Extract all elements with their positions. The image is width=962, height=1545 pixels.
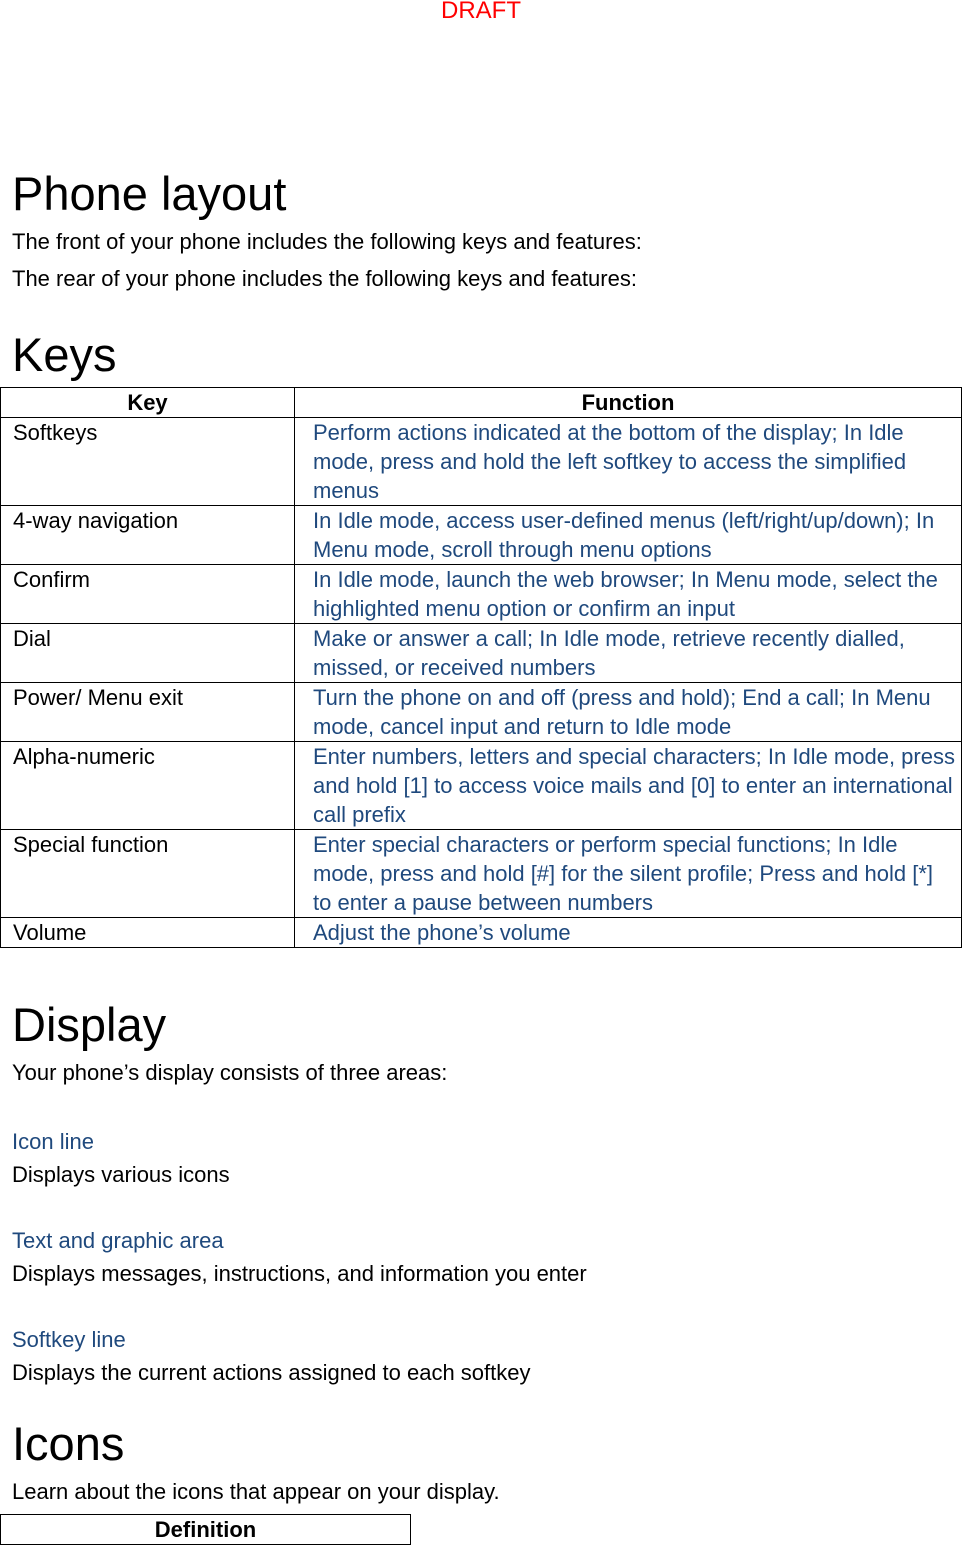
rear-keys-text: The rear of your phone includes the following keys and features: [12,266,637,291]
function-cell: Enter numbers, letters and special characters; In Idle mode, press and hold [1] to access voice mails and [0] to enter an international call prefix [295,742,962,830]
display-heading: Display [12,998,167,1051]
front-keys-text: The front of your phone includes the following keys and features: [12,229,642,254]
definition-column-header: Definition [1,1515,411,1545]
table-row [1,565,962,624]
function-cell: In Idle mode, access user-defined menus (left/right/up/down); In Menu mode, scroll through menu options [295,506,962,565]
key-cell: Special function [1,830,295,918]
phone-layout-heading: Phone layout [12,167,287,220]
display-area-name: Softkey line [12,1327,126,1352]
icons-table [0,1514,411,1545]
function-cell: Adjust the phone’s volume [295,918,962,948]
function-cell: Enter special characters or perform special functions; In Idle mode, press and hold [#] for the silent profile; Press and hold [*] to enter a pause between numbers [295,830,962,918]
function-column-header: Function [295,388,962,418]
keys-heading: Keys [12,328,117,381]
display-area-name: Text and graphic area [12,1228,224,1253]
icons-heading: Icons [12,1417,125,1470]
table-row [1,918,962,948]
table-row [1,742,962,830]
key-cell: Confirm [1,565,295,624]
display-area-desc: Displays the current actions assigned to each softkey [12,1360,531,1385]
key-cell: Volume [1,918,295,948]
keys-table [0,387,962,948]
table-row [1,624,962,683]
icons-intro-text: Learn about the icons that appear on your display. [12,1479,500,1504]
display-area-desc: Displays messages, instructions, and information you enter [12,1261,587,1286]
table-row [1,506,962,565]
function-cell: Make or answer a call; In Idle mode, retrieve recently dialled, missed, or received numbers [295,624,962,683]
icons-table-header [1,1515,411,1545]
key-cell: Softkeys [1,418,295,506]
table-row [1,830,962,918]
function-cell: Perform actions indicated at the bottom of the display; In Idle mode, press and hold the left softkey to access the simplified menus [295,418,962,506]
table-row [1,683,962,742]
function-cell: Turn the phone on and off (press and hold); End a call; In Menu mode, cancel input and return to Idle mode [295,683,962,742]
keys-table-header [1,388,962,418]
table-row [1,418,962,506]
key-cell: Alpha-numeric [1,742,295,830]
display-area-name: Icon line [12,1129,94,1154]
draft-watermark: DRAFT [441,0,521,24]
function-cell: In Idle mode, launch the web browser; In Menu mode, select the highlighted menu option or confirm an input [295,565,962,624]
key-column-header: Key [1,388,295,418]
key-cell: Dial [1,624,295,683]
display-intro-text: Your phone’s display consists of three areas: [12,1060,448,1085]
key-cell: Power/ Menu exit [1,683,295,742]
key-cell: 4-way navigation [1,506,295,565]
display-area-desc: Displays various icons [12,1162,230,1187]
